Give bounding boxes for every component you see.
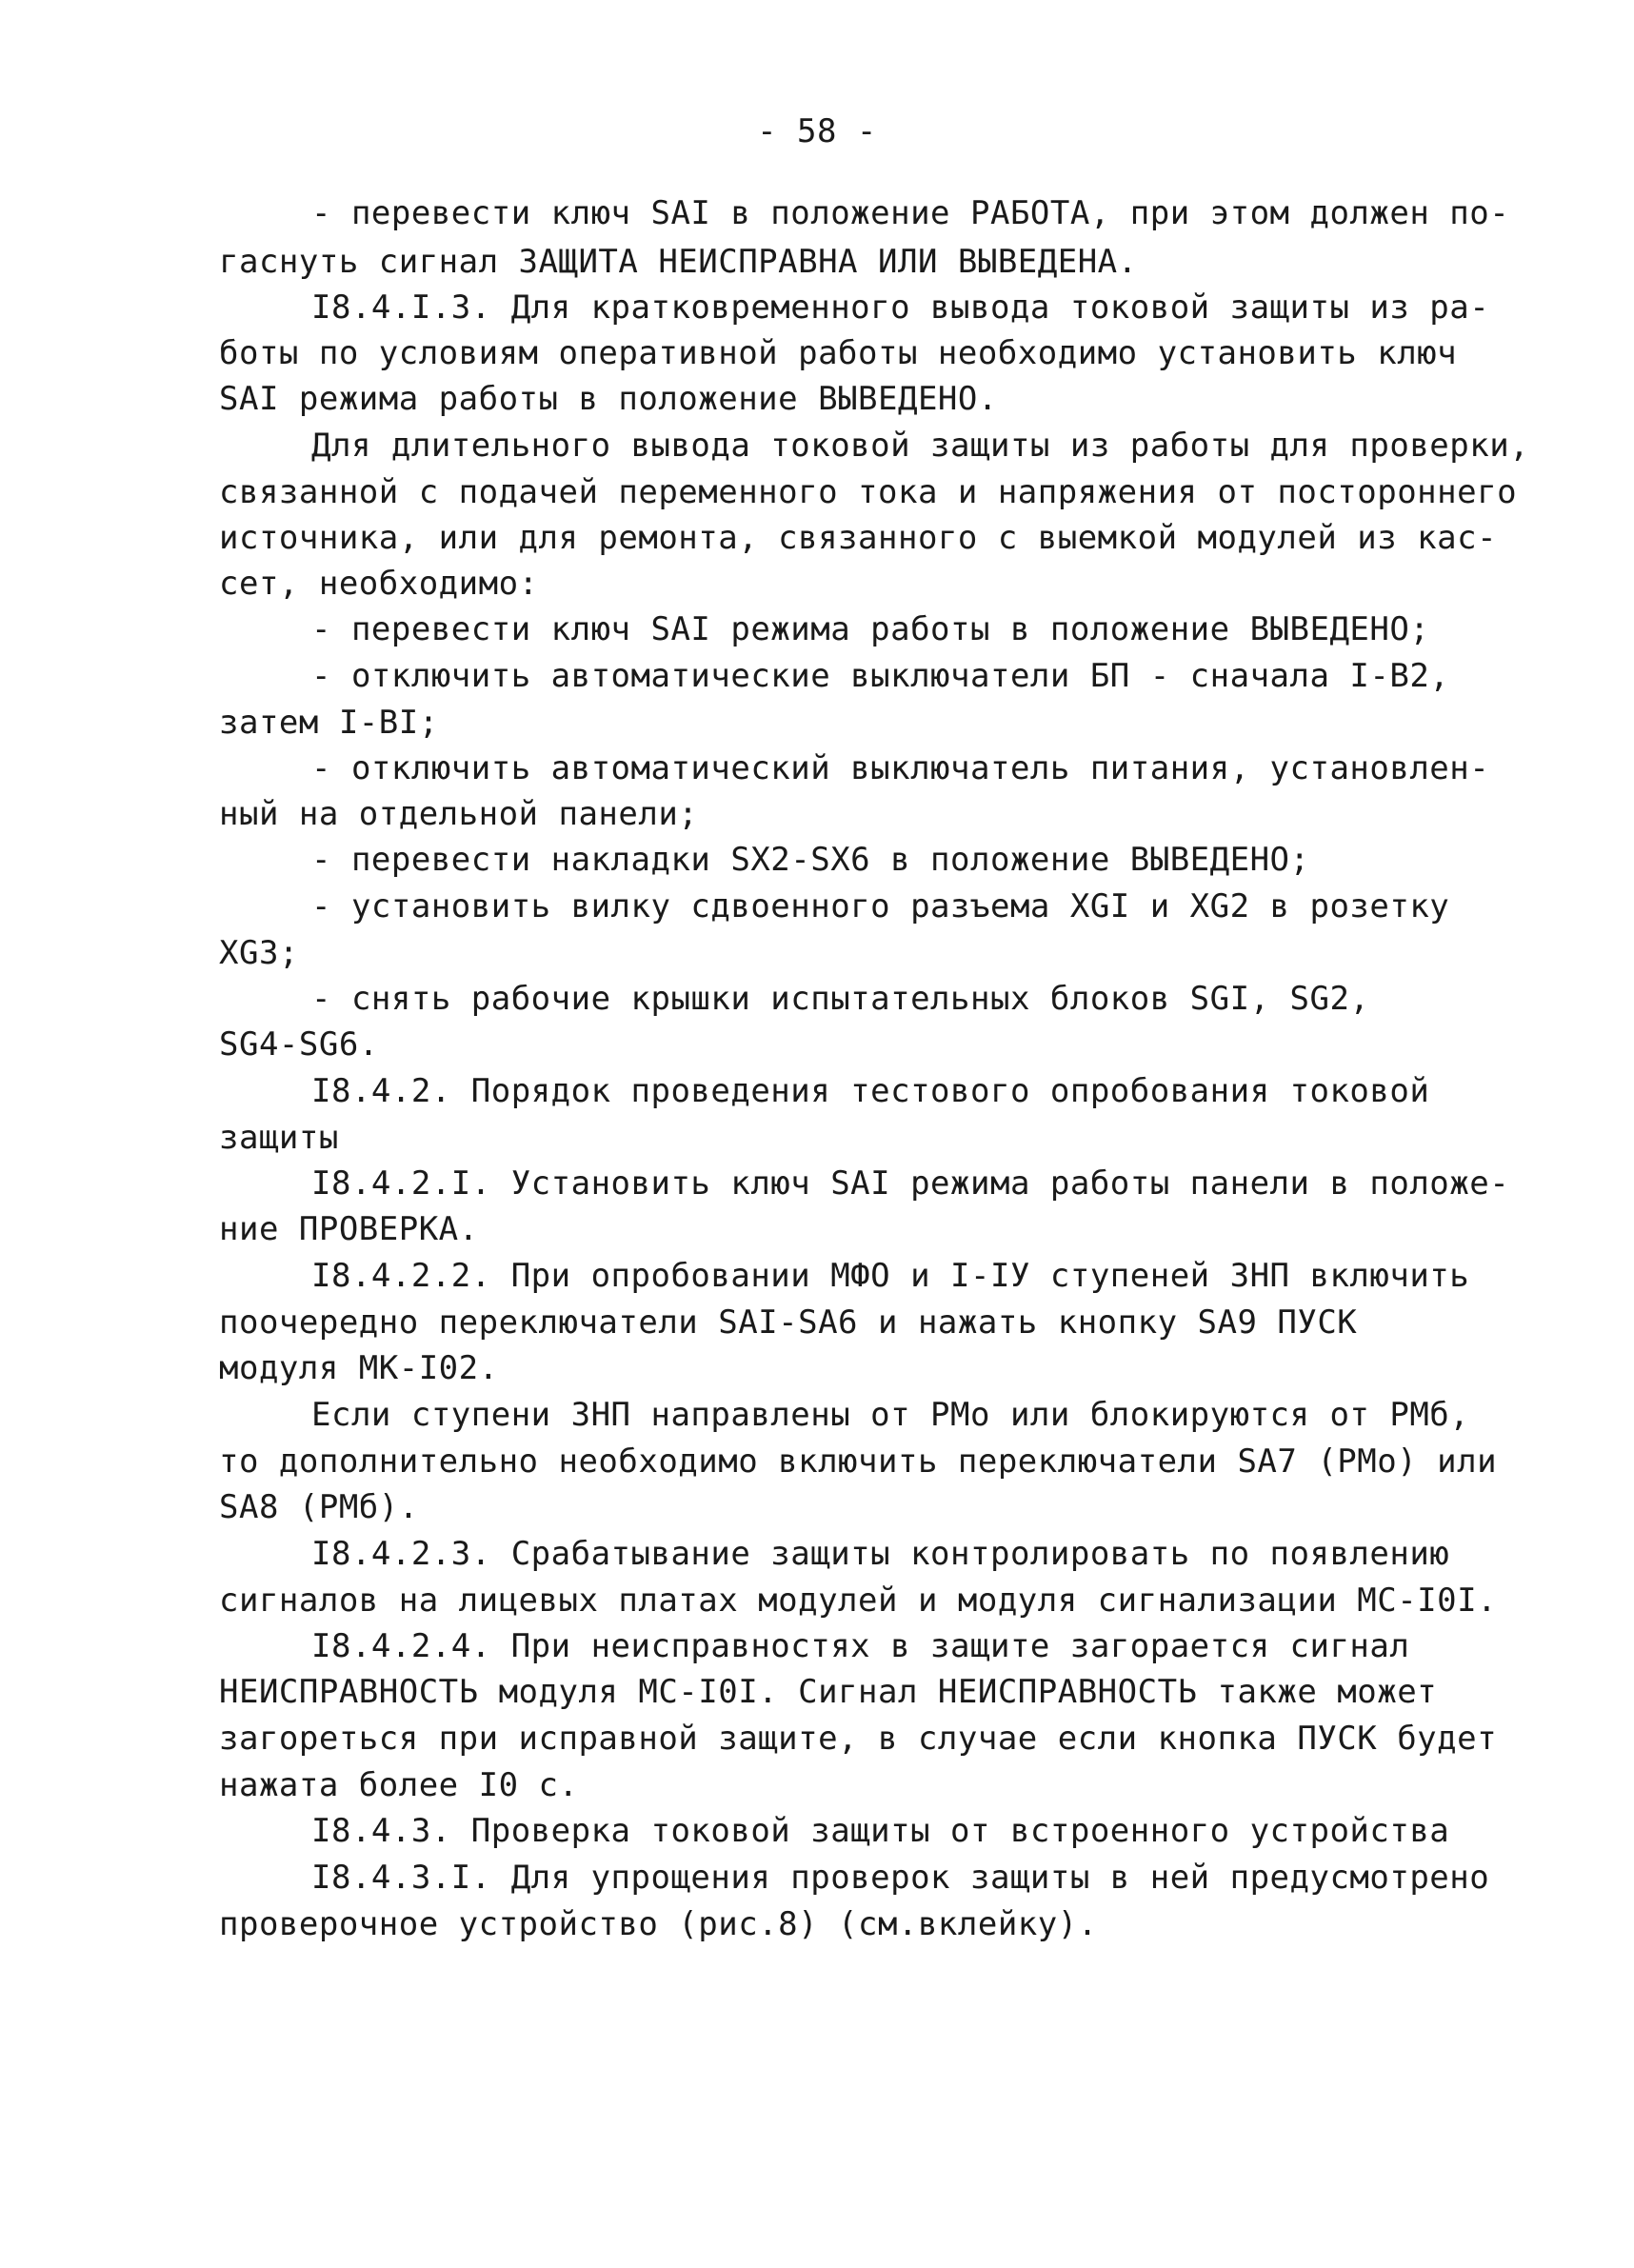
text-line: - перевести ключ SAI режима работы в положение ВЫВЕДЕНО; xyxy=(311,610,1430,648)
text-line: - перевести накладки SX2-SX6 в положение ВЫВЕДЕНО; xyxy=(311,841,1310,879)
text-line: - снять рабочие крышки испытательных блоков SGI, SG2, xyxy=(311,980,1370,1018)
text-line: I8.4.3. Проверка токовой защиты от встроенного устройства xyxy=(311,1812,1450,1850)
text-line: затем I-ВI; xyxy=(219,704,439,742)
text-line: сигналов на лицевых платах модулей и модуля сигнализации МС-I0I. xyxy=(219,1582,1498,1620)
text-line: I8.4.2.2. При опробовании МФО и I-IУ ступеней ЗНП включить xyxy=(311,1257,1470,1295)
text-line: Если ступени ЗНП направлены от РМо или блокируются от РМб, xyxy=(311,1396,1470,1434)
text-line: ние ПРОВЕРКА. xyxy=(219,1210,479,1248)
text-line: - установить вилку сдвоенного разъема XGI и XG2 в розетку xyxy=(311,887,1450,925)
text-line: I8.4.2. Порядок проведения тестового опробования токовой xyxy=(311,1072,1430,1110)
text-line: I8.4.2.I. Установить ключ SAI режима работы панели в положе- xyxy=(311,1164,1510,1203)
text-line: защиты xyxy=(219,1119,339,1157)
text-line: SA8 (РМб). xyxy=(219,1488,419,1526)
text-line: источника, или для ремонта, связанного с выемкой модулей из кас- xyxy=(219,519,1498,557)
text-line: гаснуть сигнал ЗАЩИТА НЕИСПРАВНА ИЛИ ВЫВЕДЕНА. xyxy=(219,243,1138,281)
text-line: - перевести ключ SAI в положение РАБОТА, при этом должен по- xyxy=(311,194,1510,232)
text-line: SG4-SG6. xyxy=(219,1025,379,1064)
text-line: XG3; xyxy=(219,934,299,972)
text-line: I8.4.I.3. Для кратковременного вывода токовой защиты из ра- xyxy=(311,288,1490,327)
text-line: I8.4.3.I. Для упрощения проверок защиты в ней предусмотрено xyxy=(311,1859,1490,1897)
text-line: - отключить автоматические выключатели БП - сначала I-В2, xyxy=(311,657,1450,695)
text-line: - отключить автоматический выключатель питания, установлен- xyxy=(311,749,1490,787)
text-line: загореться при исправной защите, в случае если кнопка ПУСК будет xyxy=(219,1720,1498,1758)
text-line: связанной с подачей переменного тока и напряжения от постороннего xyxy=(219,473,1518,511)
text-line: НЕИСПРАВНОСТЬ модуля МС-I0I. Сигнал НЕИСПРАВНОСТЬ также может xyxy=(219,1673,1438,1711)
text-line: I8.4.2.4. При неисправностях в защите загорается сигнал xyxy=(311,1627,1410,1665)
text-line: сет, необходимо: xyxy=(219,565,539,603)
text-line: то дополнительно необходимо включить переключатели SA7 (РМо) или xyxy=(219,1442,1498,1481)
text-line: ный на отдельной панели; xyxy=(219,795,699,833)
text-line: модуля МК-I02. xyxy=(219,1349,499,1387)
text-line: боты по условиям оперативной работы необходимо установить ключ xyxy=(219,334,1458,372)
text-line: SAI режима работы в положение ВЫВЕДЕНО. xyxy=(219,380,998,418)
page-number: - 58 - xyxy=(757,112,877,150)
text-line: поочередно переключатели SAI-SA6 и нажать кнопку SA9 ПУСК xyxy=(219,1303,1358,1342)
text-line: нажата более I0 с. xyxy=(219,1766,579,1804)
text-line: проверочное устройство (рис.8) (см.вклейку). xyxy=(219,1905,1098,1943)
text-line: Для длительного вывода токовой защиты из работы для проверки, xyxy=(311,427,1530,465)
text-line: I8.4.2.3. Срабатывание защиты контролировать по появлению xyxy=(311,1535,1450,1573)
